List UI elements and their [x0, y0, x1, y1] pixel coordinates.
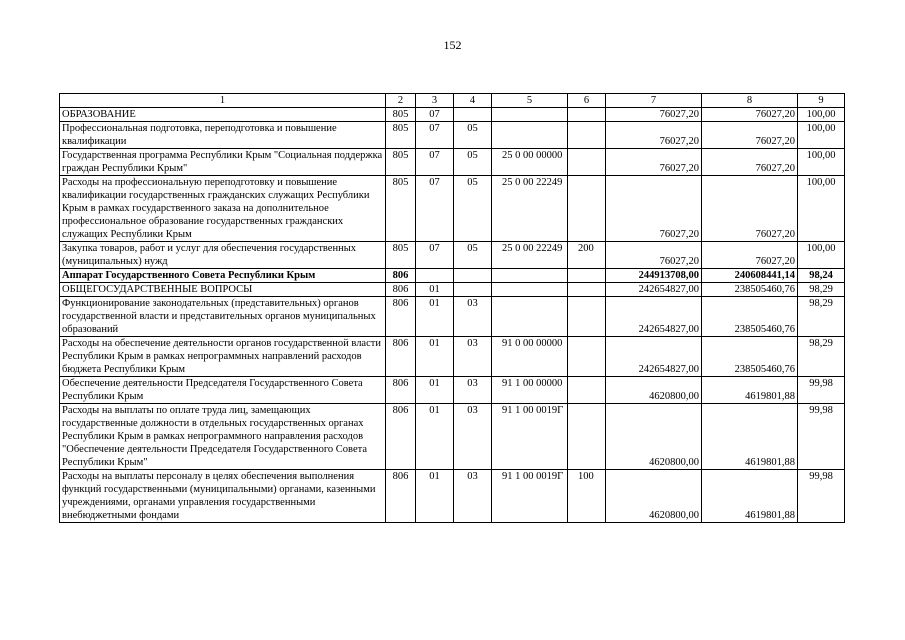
- row-target-code: 91 1 00 0019Г: [492, 470, 568, 523]
- table-row: [60, 470, 845, 523]
- table-row: [60, 377, 845, 404]
- row-section-code: 01: [416, 297, 454, 337]
- row-planned-amount: 242654827,00: [606, 297, 702, 337]
- row-target-code: [492, 122, 568, 149]
- row-percent: 99,98: [798, 404, 845, 470]
- row-ministry-code: 806: [386, 404, 416, 470]
- row-name: Аппарат Государственного Совета Республики Крым: [60, 269, 386, 283]
- table-row: [60, 404, 845, 470]
- row-planned-amount: 242654827,00: [606, 337, 702, 377]
- table-row: [60, 269, 845, 283]
- row-subsection-code: 03: [454, 377, 492, 404]
- row-section-code: [416, 269, 454, 283]
- page-number: 152: [443, 38, 462, 52]
- row-section-code: 07: [416, 149, 454, 176]
- row-subsection-code: 05: [454, 176, 492, 242]
- header-cell: 7: [606, 94, 702, 108]
- table-row: [60, 283, 845, 297]
- row-subsection-code: [454, 283, 492, 297]
- row-planned-amount: 76027,20: [606, 176, 702, 242]
- row-name: Функционирование законодательных (представительных) органов государственной власти и представительных органов муниципальных образований: [60, 297, 386, 337]
- header-cell: 4: [454, 94, 492, 108]
- row-ministry-code: 806: [386, 283, 416, 297]
- row-target-code: [492, 283, 568, 297]
- row-percent: 98,29: [798, 337, 845, 377]
- row-planned-amount: 4620800,00: [606, 404, 702, 470]
- row-planned-amount: 4620800,00: [606, 470, 702, 523]
- row-name: Расходы на выплаты персоналу в целях обеспечения выполнения функций государственными (муниципальными) органами, казенными учреждениями, органами управления государственными внебюджетными фондами: [60, 470, 386, 523]
- row-planned-amount: 244913708,00: [606, 269, 702, 283]
- row-executed-amount: 4619801,88: [702, 377, 798, 404]
- row-expense-type-code: [568, 269, 606, 283]
- row-target-code: 25 0 00 00000: [492, 149, 568, 176]
- row-planned-amount: 242654827,00: [606, 283, 702, 297]
- row-executed-amount: 238505460,76: [702, 283, 798, 297]
- row-percent: 99,98: [798, 377, 845, 404]
- row-target-code: [492, 269, 568, 283]
- row-subsection-code: 05: [454, 122, 492, 149]
- row-section-code: 07: [416, 176, 454, 242]
- row-target-code: 91 0 00 00000: [492, 337, 568, 377]
- table-row: [60, 122, 845, 149]
- table-row: [60, 297, 845, 337]
- row-expense-type-code: 200: [568, 242, 606, 269]
- row-expense-type-code: [568, 122, 606, 149]
- row-name: ОБЩЕГОСУДАРСТВЕННЫЕ ВОПРОСЫ: [60, 283, 386, 297]
- row-name: Профессиональная подготовка, переподготовка и повышение квалификации: [60, 122, 386, 149]
- row-percent: 100,00: [798, 122, 845, 149]
- table-row: [60, 108, 845, 122]
- row-target-code: 91 1 00 00000: [492, 377, 568, 404]
- row-section-code: 01: [416, 283, 454, 297]
- row-executed-amount: 240608441,14: [702, 269, 798, 283]
- row-executed-amount: 238505460,76: [702, 297, 798, 337]
- row-name: Закупка товаров, работ и услуг для обеспечения государственных (муниципальных) нужд: [60, 242, 386, 269]
- row-executed-amount: 4619801,88: [702, 404, 798, 470]
- header-cell: 5: [492, 94, 568, 108]
- row-executed-amount: 238505460,76: [702, 337, 798, 377]
- row-percent: 98,24: [798, 269, 845, 283]
- row-subsection-code: 03: [454, 470, 492, 523]
- row-target-code: 91 1 00 0019Г: [492, 404, 568, 470]
- row-section-code: 01: [416, 470, 454, 523]
- row-name: Государственная программа Республики Крым "Социальная поддержка граждан Республики Крым": [60, 149, 386, 176]
- row-name: ОБРАЗОВАНИЕ: [60, 108, 386, 122]
- row-name: Расходы на обеспечение деятельности органов государственной власти Республики Крым в рамках непрограммных направлений расходов бюджета Республики Крым: [60, 337, 386, 377]
- row-subsection-code: 03: [454, 404, 492, 470]
- header-cell: 8: [702, 94, 798, 108]
- budget-table: [59, 93, 845, 523]
- row-section-code: 01: [416, 404, 454, 470]
- row-expense-type-code: [568, 108, 606, 122]
- table-header-row: [60, 94, 845, 108]
- row-subsection-code: 03: [454, 297, 492, 337]
- row-expense-type-code: 100: [568, 470, 606, 523]
- row-executed-amount: 76027,20: [702, 149, 798, 176]
- row-planned-amount: 76027,20: [606, 149, 702, 176]
- row-planned-amount: 4620800,00: [606, 377, 702, 404]
- table-row: [60, 176, 845, 242]
- row-name: Обеспечение деятельности Председателя Государственного Совета Республики Крым: [60, 377, 386, 404]
- table-row: [60, 242, 845, 269]
- row-subsection-code: [454, 269, 492, 283]
- row-ministry-code: 805: [386, 176, 416, 242]
- row-percent: 99,98: [798, 470, 845, 523]
- row-ministry-code: 805: [386, 149, 416, 176]
- row-target-code: 25 0 00 22249: [492, 242, 568, 269]
- row-ministry-code: 806: [386, 337, 416, 377]
- row-expense-type-code: [568, 337, 606, 377]
- row-target-code: [492, 108, 568, 122]
- row-subsection-code: 05: [454, 242, 492, 269]
- row-section-code: 01: [416, 377, 454, 404]
- row-percent: 100,00: [798, 108, 845, 122]
- row-planned-amount: 76027,20: [606, 108, 702, 122]
- row-section-code: 07: [416, 108, 454, 122]
- row-ministry-code: 806: [386, 297, 416, 337]
- header-cell: 6: [568, 94, 606, 108]
- row-target-code: 25 0 00 22249: [492, 176, 568, 242]
- row-expense-type-code: [568, 283, 606, 297]
- row-section-code: 07: [416, 242, 454, 269]
- row-expense-type-code: [568, 176, 606, 242]
- row-executed-amount: 76027,20: [702, 108, 798, 122]
- table-row: [60, 337, 845, 377]
- header-cell: 3: [416, 94, 454, 108]
- row-expense-type-code: [568, 404, 606, 470]
- row-executed-amount: 76027,20: [702, 242, 798, 269]
- header-cell: 2: [386, 94, 416, 108]
- row-percent: 100,00: [798, 242, 845, 269]
- row-name: Расходы на профессиональную переподготовку и повышение квалификации государственных гражданских служащих Республики Крым в рамках государственного заказа на дополнительное профессиональное образование государственных гражданских служащих Республики Крым: [60, 176, 386, 242]
- row-planned-amount: 76027,20: [606, 242, 702, 269]
- row-ministry-code: 806: [386, 377, 416, 404]
- header-cell: 1: [60, 94, 386, 108]
- row-subsection-code: 05: [454, 149, 492, 176]
- row-percent: 98,29: [798, 283, 845, 297]
- row-section-code: 07: [416, 122, 454, 149]
- row-planned-amount: 76027,20: [606, 122, 702, 149]
- table-body: [60, 94, 845, 523]
- row-expense-type-code: [568, 297, 606, 337]
- row-ministry-code: 805: [386, 108, 416, 122]
- row-expense-type-code: [568, 149, 606, 176]
- row-percent: 98,29: [798, 297, 845, 337]
- row-executed-amount: 76027,20: [702, 122, 798, 149]
- row-expense-type-code: [568, 377, 606, 404]
- row-ministry-code: 806: [386, 269, 416, 283]
- row-ministry-code: 805: [386, 242, 416, 269]
- table-row: [60, 149, 845, 176]
- row-percent: 100,00: [798, 149, 845, 176]
- row-subsection-code: 03: [454, 337, 492, 377]
- header-cell: 9: [798, 94, 845, 108]
- row-target-code: [492, 297, 568, 337]
- row-ministry-code: 805: [386, 122, 416, 149]
- row-name: Расходы на выплаты по оплате труда лиц, замещающих государственные должности в отдельных государственных органах Республики Крым в рамках непрограммного направления расходов "Обеспечение деятельности Председателя Государственного Совета Республики Крым": [60, 404, 386, 470]
- row-subsection-code: [454, 108, 492, 122]
- row-percent: 100,00: [798, 176, 845, 242]
- row-executed-amount: 4619801,88: [702, 470, 798, 523]
- row-executed-amount: 76027,20: [702, 176, 798, 242]
- row-ministry-code: 806: [386, 470, 416, 523]
- row-section-code: 01: [416, 337, 454, 377]
